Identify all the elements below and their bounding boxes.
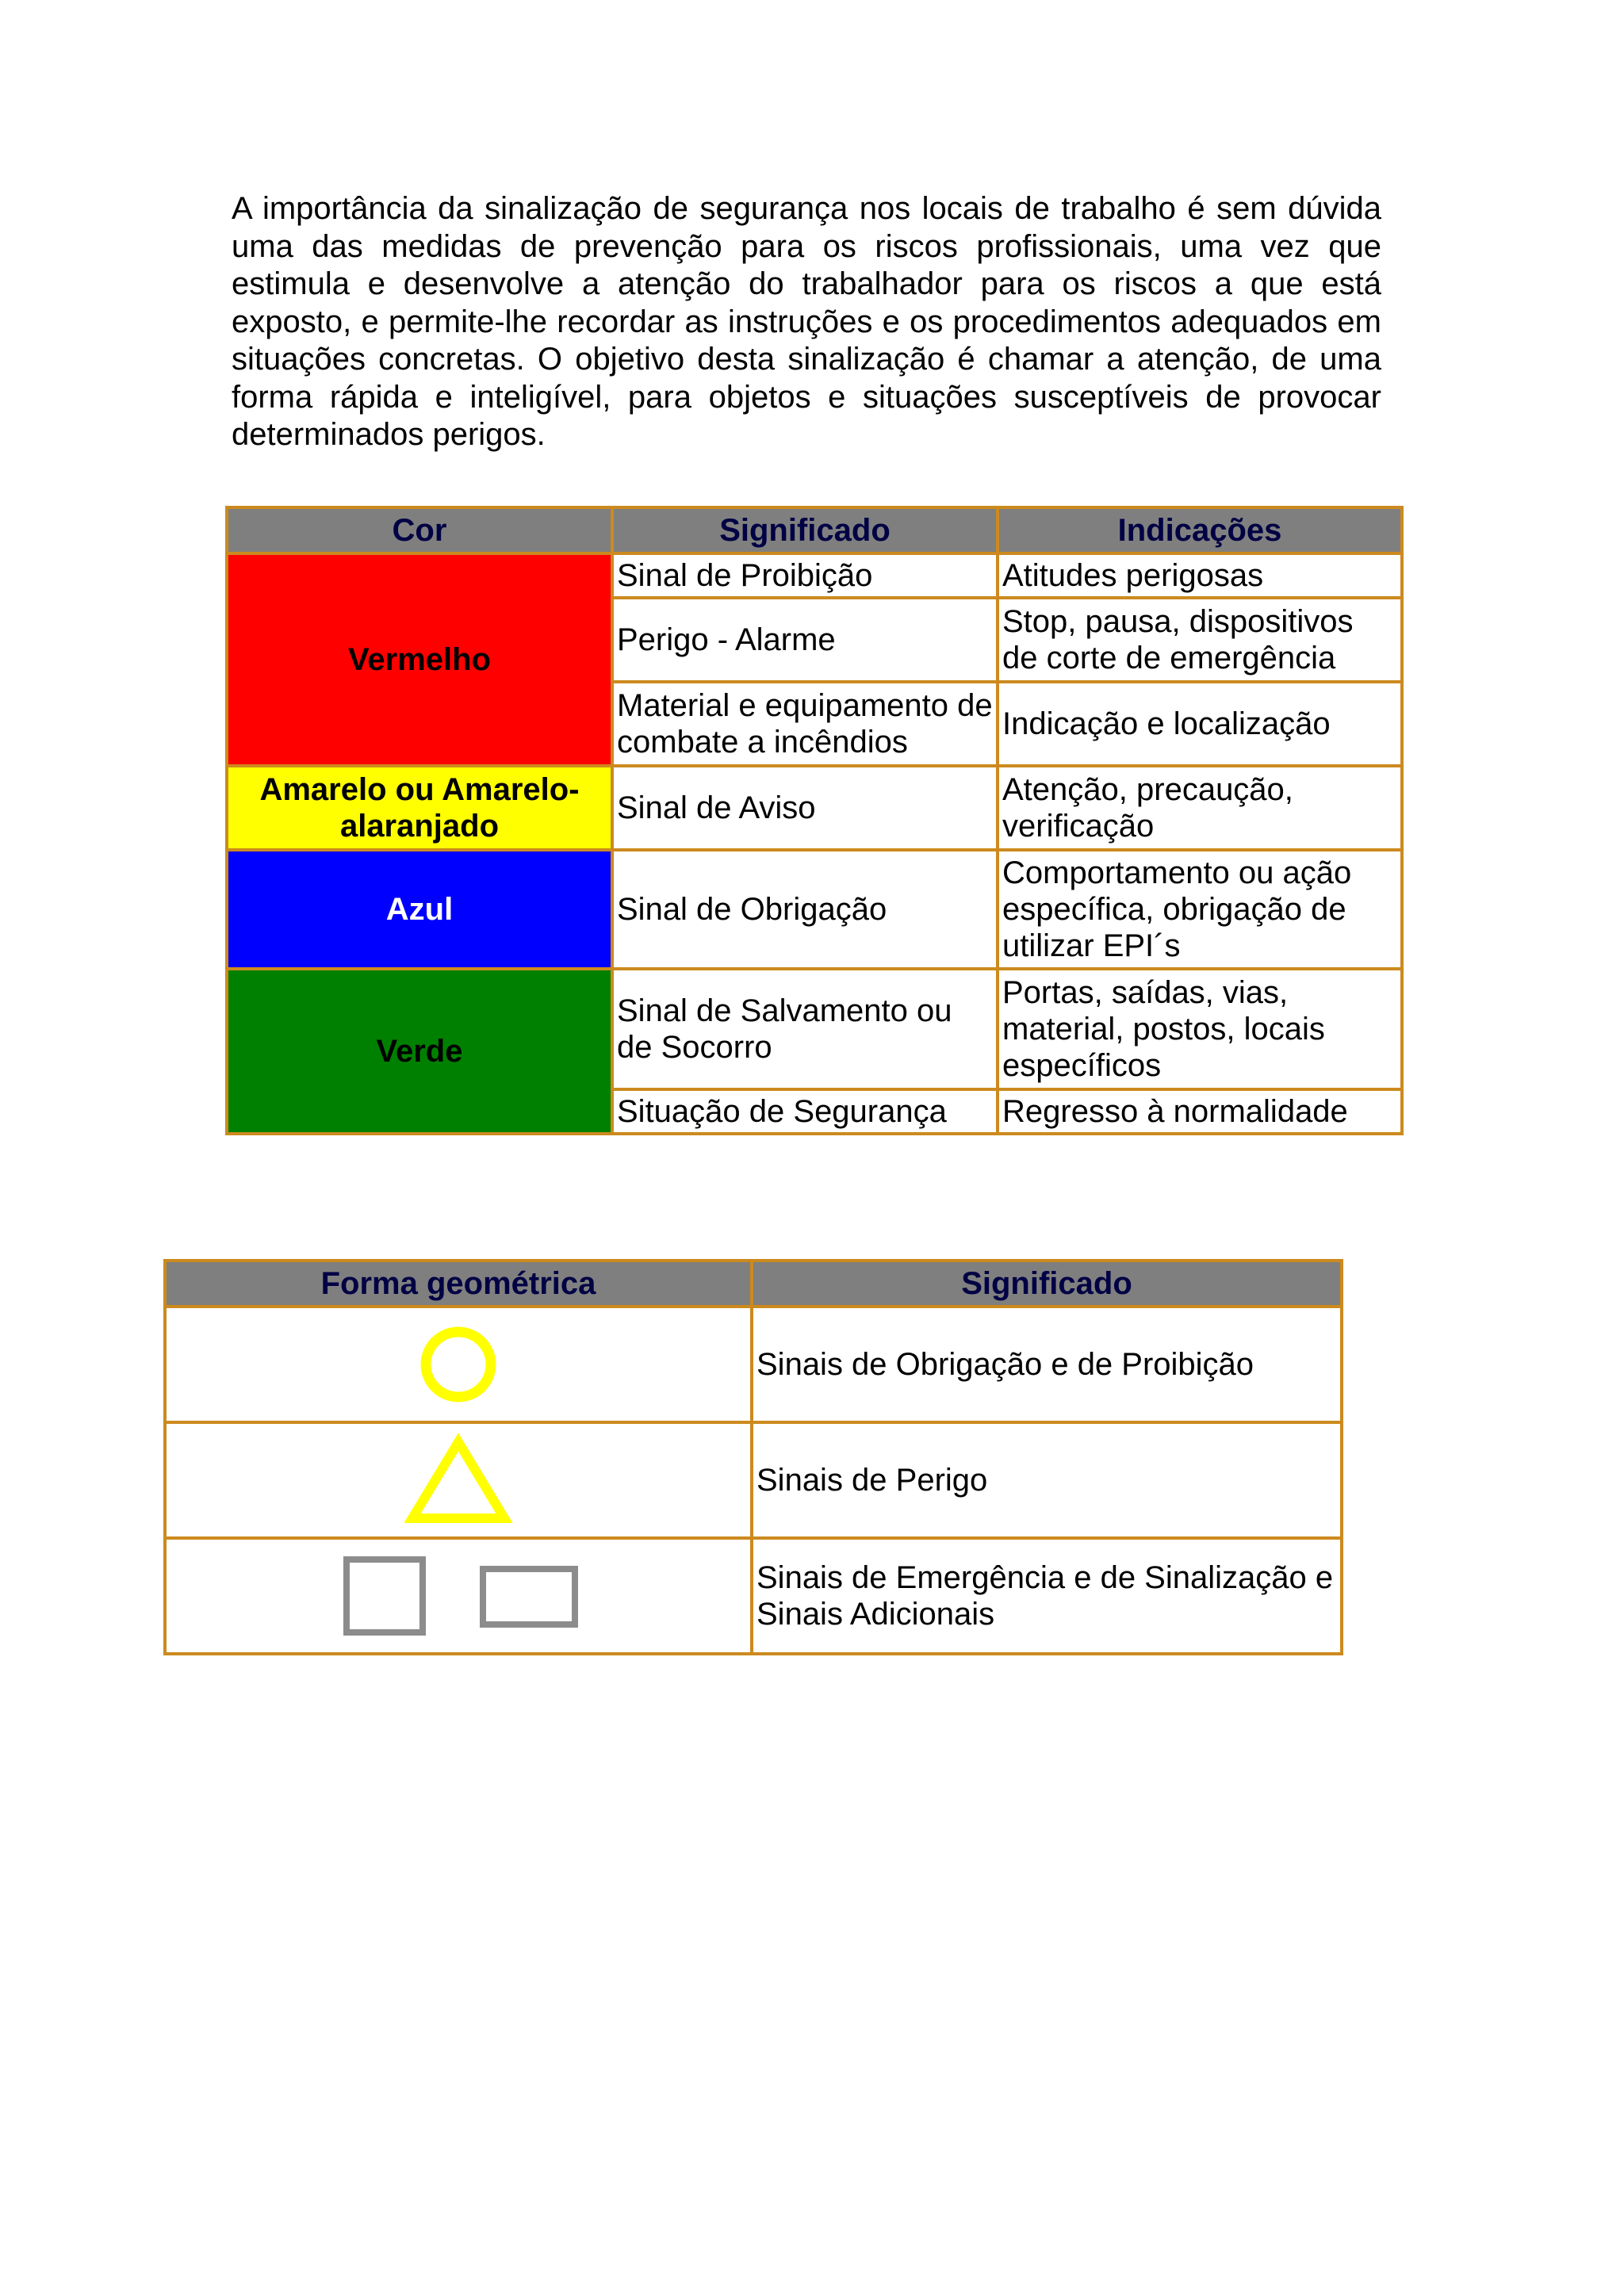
shape-cell [165,1307,752,1422]
triangle-icon [403,1433,514,1528]
indication-cell: Atitudes perigosas [998,553,1402,598]
indication-cell: Regresso à normalidade [998,1089,1402,1134]
circle-icon [415,1321,502,1408]
table-row [165,1538,1342,1654]
meaning-cell: Sinal de Salvamento ou de Socorro [612,969,998,1089]
meaning-cell: Perigo - Alarme [612,598,998,682]
shape-cell [165,1538,752,1654]
indication-cell: Atenção, precaução, verificação [998,766,1402,850]
header-significado: Significado [752,1261,1342,1307]
color-swatch-azul: Azul [227,850,612,969]
shape-cell [165,1422,752,1538]
table-row [227,553,1402,598]
color-swatch-amarelo: Amarelo ou Amarelo-alaranjado [227,766,612,850]
table-row [165,1307,1342,1422]
meaning-cell: Sinal de Proibição [612,553,998,598]
table-row [227,850,1402,969]
header-indicacoes: Indicações [998,507,1402,553]
rectangle-icon [483,1569,575,1624]
color-meaning-table [225,506,1404,1135]
square-icon [347,1559,423,1632]
table-header-row [227,507,1402,553]
header-forma-geometrica: Forma geométrica [165,1261,752,1307]
meaning-cell: Sinais de Obrigação e de Proibição [752,1307,1342,1422]
color-swatch-verde: Verde [227,969,612,1134]
meaning-cell: Sinal de Obrigação [612,850,998,969]
header-cor: Cor [227,507,612,553]
intro-paragraph: A importância da sinalização de segurança nos locais de trabalho é sem dúvida uma das medidas de prevenção para os riscos profissionais, uma vez que estimula e desenvolve a atenção do trabalhador para os riscos a que está exposto, e permite-lhe recordar as instruções e os procedimentos adequados em situações concretas. O objetivo desta sinalização é chamar a atenção, de uma forma rápida e inteligível, para objetos e situações susceptíveis de provocar determinados perigos. [232,191,1381,452]
square-and-rectangle-icons [331,1548,585,1644]
shape-meaning-table [163,1259,1343,1655]
indication-cell: Stop, pausa, dispositivos de corte de emergência [998,598,1402,682]
table-row [165,1422,1342,1538]
meaning-cell: Sinais de Perigo [752,1422,1342,1538]
color-swatch-vermelho: Vermelho [227,553,612,766]
table-header-row [165,1261,1342,1307]
meaning-cell: Sinais de Emergência e de Sinalização e Sinais Adicionais [752,1538,1342,1654]
meaning-cell: Situação de Segurança [612,1089,998,1134]
table-row [227,766,1402,850]
table-row [227,969,1402,1089]
indication-cell: Indicação e localização [998,682,1402,766]
indication-cell: Portas, saídas, vias, material, postos, locais específicos [998,969,1402,1089]
indication-cell: Comportamento ou ação específica, obrigação de utilizar EPI´s [998,850,1402,969]
header-significado: Significado [612,507,998,553]
meaning-cell: Material e equipamento de combate a incêndios [612,682,998,766]
meaning-cell: Sinal de Aviso [612,766,998,850]
